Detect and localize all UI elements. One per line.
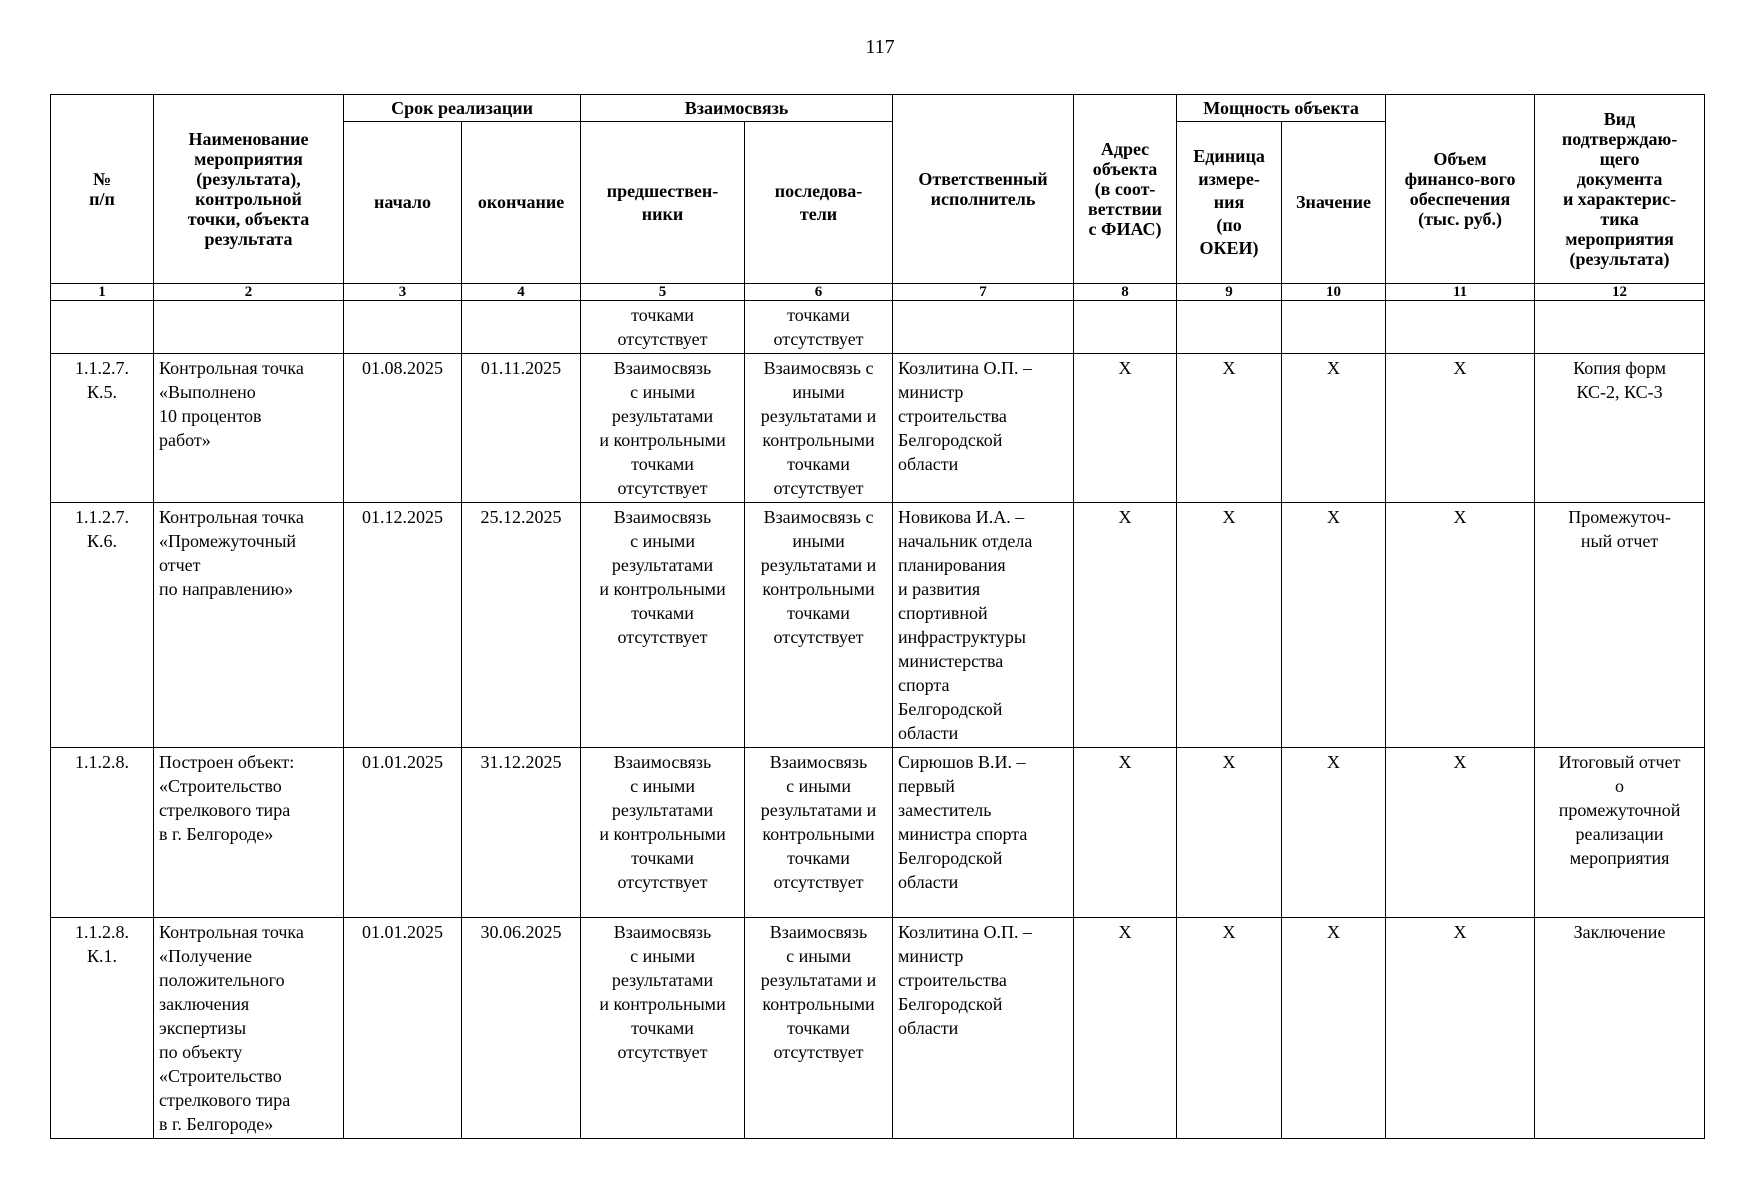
header-address: Адрес объекта (в соот- ветствии с ФИАС): [1074, 95, 1177, 284]
cell-successors: точками отсутствует: [745, 301, 893, 354]
cell-value: X: [1282, 354, 1386, 503]
cell-finance: X: [1386, 748, 1535, 918]
cell-name: Построен объект: «Строительство стрелкового тира в г. Белгороде»: [154, 748, 344, 918]
cell-doc: Промежуточ- ный отчет: [1535, 503, 1705, 748]
table-row: [51, 354, 1705, 503]
cell-unit: X: [1177, 918, 1282, 1139]
cell-responsible: Козлитина О.П. – министр строительства Белгородской области: [893, 354, 1074, 503]
header-finance: Объем финансо-вого обеспечения (тыс. руб.): [1386, 95, 1535, 284]
cell-predecessors: точками отсутствует: [581, 301, 745, 354]
cell-start: 01.01.2025: [344, 918, 462, 1139]
cell-start: 01.12.2025: [344, 503, 462, 748]
table-cell: [462, 301, 581, 354]
cell-end: 01.11.2025: [462, 354, 581, 503]
cell-doc: Заключение: [1535, 918, 1705, 1139]
header-num: № п/п: [51, 95, 154, 284]
cell-num: 1.1.2.7. К.6.: [51, 503, 154, 748]
table-row: [51, 918, 1705, 1139]
table-cell: [1177, 301, 1282, 354]
cell-finance: X: [1386, 918, 1535, 1139]
cell-address: X: [1074, 748, 1177, 918]
cell-successors: Взаимосвязь с иными результатами и контрольными точками отсутствует: [745, 503, 893, 748]
cell-doc: Копия форм КС-2, КС-3: [1535, 354, 1705, 503]
cell-finance: X: [1386, 354, 1535, 503]
table-cell: [344, 301, 462, 354]
header-predecessors: предшествен- ники: [581, 122, 745, 284]
header-start: начало: [344, 122, 462, 284]
cell-unit: X: [1177, 354, 1282, 503]
column-number: 6: [745, 284, 893, 301]
cell-end: 25.12.2025: [462, 503, 581, 748]
cell-address: X: [1074, 918, 1177, 1139]
cell-value: X: [1282, 918, 1386, 1139]
header-name: Наименование мероприятия (результата), контрольной точки, объекта результата: [154, 95, 344, 284]
cell-start: 01.08.2025: [344, 354, 462, 503]
header-value: Значение: [1282, 122, 1386, 284]
table-row: [51, 748, 1705, 918]
page-number: 117: [865, 36, 895, 58]
table-cell: [1074, 301, 1177, 354]
column-number: 5: [581, 284, 745, 301]
continuation-row: [51, 301, 1705, 354]
header-unit: Единица измере- ния (по ОКЕИ): [1177, 122, 1282, 284]
header-successors: последова- тели: [745, 122, 893, 284]
cell-num: 1.1.2.8. К.1.: [51, 918, 154, 1139]
header-end: окончание: [462, 122, 581, 284]
cell-num: 1.1.2.8.: [51, 748, 154, 918]
header-relation: Взаимосвязь: [581, 95, 893, 122]
cell-start: 01.01.2025: [344, 748, 462, 918]
column-number: 4: [462, 284, 581, 301]
column-number: 8: [1074, 284, 1177, 301]
cell-value: X: [1282, 503, 1386, 748]
cell-end: 31.12.2025: [462, 748, 581, 918]
table-cell: [1386, 301, 1535, 354]
column-number: 2: [154, 284, 344, 301]
cell-predecessors: Взаимосвязь с иными результатами и контрольными точками отсутствует: [581, 503, 745, 748]
cell-address: X: [1074, 354, 1177, 503]
cell-predecessors: Взаимосвязь с иными результатами и контрольными точками отсутствует: [581, 748, 745, 918]
cell-successors: Взаимосвязь с иными результатами и контрольными точками отсутствует: [745, 918, 893, 1139]
header-responsible: Ответственный исполнитель: [893, 95, 1074, 284]
cell-responsible: Новикова И.А. – начальник отдела планирования и развития спортивной инфраструктуры министерства спорта Белгородской области: [893, 503, 1074, 748]
table-cell: [154, 301, 344, 354]
column-number: 3: [344, 284, 462, 301]
cell-unit: X: [1177, 503, 1282, 748]
cell-finance: X: [1386, 503, 1535, 748]
cell-end: 30.06.2025: [462, 918, 581, 1139]
cell-predecessors: Взаимосвязь с иными результатами и контрольными точками отсутствует: [581, 354, 745, 503]
column-number-row: [51, 284, 1705, 301]
table-cell: [1535, 301, 1705, 354]
column-number: 10: [1282, 284, 1386, 301]
cell-name: Контрольная точка «Промежуточный отчет по направлению»: [154, 503, 344, 748]
cell-name: Контрольная точка «Выполнено 10 процентов работ»: [154, 354, 344, 503]
cell-successors: Взаимосвязь с иными результатами и контрольными точками отсутствует: [745, 354, 893, 503]
header-row-top: [51, 95, 1705, 122]
table-cell: [893, 301, 1074, 354]
cell-num: 1.1.2.7. К.5.: [51, 354, 154, 503]
cell-name: Контрольная точка «Получение положительного заключения экспертизы по объекту «Строительство стрелкового тира в г. Белгороде»: [154, 918, 344, 1139]
table-cell: [51, 301, 154, 354]
cell-value: X: [1282, 748, 1386, 918]
column-number: 9: [1177, 284, 1282, 301]
column-number: 1: [51, 284, 154, 301]
cell-doc: Итоговый отчет о промежуточной реализации мероприятия: [1535, 748, 1705, 918]
table-row: [51, 503, 1705, 748]
cell-responsible: Козлитина О.П. – министр строительства Белгородской области: [893, 918, 1074, 1139]
column-number: 11: [1386, 284, 1535, 301]
column-number: 7: [893, 284, 1074, 301]
cell-address: X: [1074, 503, 1177, 748]
plan-table: [50, 94, 1705, 1139]
cell-responsible: Сирюшов В.И. – первый заместитель министра спорта Белгородской области: [893, 748, 1074, 918]
table-cell: [1282, 301, 1386, 354]
cell-unit: X: [1177, 748, 1282, 918]
column-number: 12: [1535, 284, 1705, 301]
header-capacity: Мощность объекта: [1177, 95, 1386, 122]
cell-predecessors: Взаимосвязь с иными результатами и контрольными точками отсутствует: [581, 918, 745, 1139]
header-period: Срок реализации: [344, 95, 581, 122]
header-doc-type: Вид подтверждаю- щего документа и характерис- тика мероприятия (результата): [1535, 95, 1705, 284]
cell-successors: Взаимосвязь с иными результатами и контрольными точками отсутствует: [745, 748, 893, 918]
